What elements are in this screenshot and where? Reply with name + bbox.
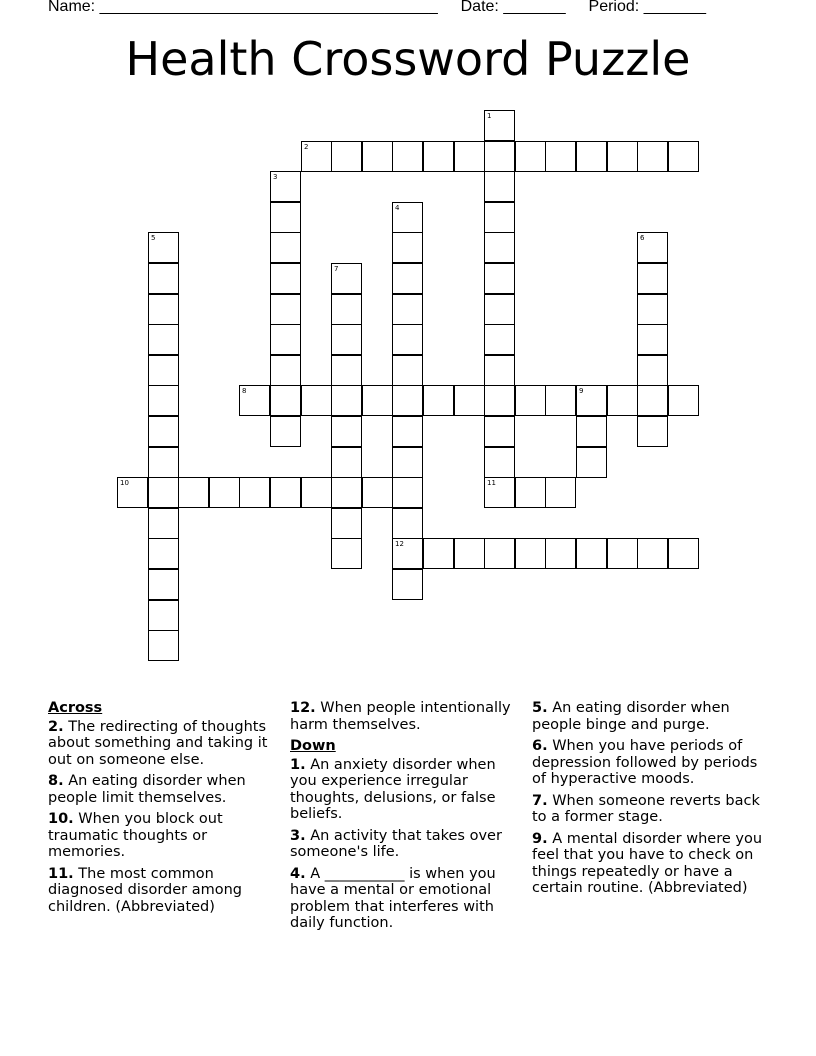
grid-cell[interactable]: [637, 263, 668, 294]
grid-cell[interactable]: [148, 324, 179, 355]
grid-cell[interactable]: [117, 477, 148, 508]
grid-cell[interactable]: [454, 141, 485, 172]
grid-cell[interactable]: [209, 477, 240, 508]
grid-cell[interactable]: [331, 447, 362, 478]
grid-cell[interactable]: [668, 385, 699, 416]
grid-cell[interactable]: [148, 232, 179, 263]
grid-cell[interactable]: [576, 538, 607, 569]
grid-cell[interactable]: [239, 385, 270, 416]
clues-column-3: [532, 700, 772, 902]
grid-cell[interactable]: [545, 141, 576, 172]
grid-cell[interactable]: [607, 141, 638, 172]
grid-cell[interactable]: [484, 477, 515, 508]
clue-down-9: 9. A mental disorder where you feel that you have to check on things repeatedly or have a certain routine. (Abbreviated): [532, 830, 763, 896]
grid-cell[interactable]: [331, 385, 362, 416]
grid-cell[interactable]: [148, 447, 179, 478]
grid-cell[interactable]: [392, 263, 423, 294]
clue-down-4: 4. A ___________ is when you have a mental or emotional problem that interferes with daily function.: [290, 865, 496, 931]
clue-across-8: 8. An eating disorder when people limit themselves.: [48, 773, 246, 806]
grid-cell[interactable]: [148, 569, 179, 600]
clue-down-1: 1. An anxiety disorder when you experience irregular thoughts, delusions, or false beliefs.: [290, 756, 496, 822]
cell-number: 10: [120, 479, 129, 487]
clue-across-11: 11. The most common diagnosed disorder among children. (Abbreviated): [48, 865, 243, 915]
grid-cell[interactable]: [423, 385, 454, 416]
grid-cell[interactable]: [301, 385, 332, 416]
grid-cell[interactable]: [362, 385, 393, 416]
grid-cell[interactable]: [576, 416, 607, 447]
clue-across-2: 2. The redirecting of thoughts about something and taking it out on someone else.: [48, 718, 268, 768]
grid-cell[interactable]: [331, 416, 362, 447]
grid-cell[interactable]: [148, 600, 179, 631]
grid-cell[interactable]: [545, 385, 576, 416]
grid-cell[interactable]: [392, 447, 423, 478]
grid-cell[interactable]: [484, 355, 515, 386]
grid-cell[interactable]: [484, 385, 515, 416]
grid-cell[interactable]: [331, 477, 362, 508]
grid-cell[interactable]: [148, 385, 179, 416]
grid-cell[interactable]: [484, 202, 515, 233]
grid-cell[interactable]: [270, 232, 301, 263]
grid-cell[interactable]: [392, 508, 423, 539]
grid-cell[interactable]: [331, 294, 362, 325]
cell-number: 12: [395, 540, 404, 548]
grid-cell[interactable]: [270, 385, 301, 416]
name-line[interactable]: ______________________________________: [99, 0, 438, 15]
clue-across-12: 12. When people intentionally harm themselves.: [290, 700, 511, 733]
clue-down-3: 3. An activity that takes over someone's life.: [290, 827, 502, 860]
across-heading: Across: [48, 700, 103, 716]
grid-cell[interactable]: [148, 630, 179, 661]
period-line[interactable]: _______: [643, 0, 706, 15]
grid-cell[interactable]: [148, 416, 179, 447]
grid-cell[interactable]: [148, 294, 179, 325]
grid-cell[interactable]: [484, 263, 515, 294]
grid-cell[interactable]: [270, 324, 301, 355]
cell-number: 7: [334, 265, 339, 273]
grid-cell[interactable]: [607, 385, 638, 416]
clue-down-5: 5. An eating disorder when people binge and purge.: [532, 700, 730, 733]
cell-number: 6: [640, 234, 645, 242]
grid-cell[interactable]: [637, 538, 668, 569]
grid-cell[interactable]: [637, 385, 668, 416]
grid-cell[interactable]: [515, 538, 546, 569]
page-title: Health Crossword Puzzle: [125, 32, 691, 86]
grid-cell[interactable]: [148, 263, 179, 294]
grid-cell[interactable]: [270, 416, 301, 447]
grid-cell[interactable]: [301, 141, 332, 172]
grid-cell[interactable]: [392, 202, 423, 233]
grid-cell[interactable]: [637, 294, 668, 325]
grid-cell[interactable]: [484, 171, 515, 202]
grid-cell[interactable]: [484, 416, 515, 447]
cell-number: 3: [273, 173, 278, 181]
grid-cell[interactable]: [148, 508, 179, 539]
grid-cell[interactable]: [454, 385, 485, 416]
grid-cell[interactable]: [239, 477, 270, 508]
grid-cell[interactable]: [270, 263, 301, 294]
grid-cell[interactable]: [392, 355, 423, 386]
grid-cell[interactable]: [331, 263, 362, 294]
cell-number: 5: [151, 234, 156, 242]
grid-cell[interactable]: [331, 141, 362, 172]
grid-cell[interactable]: [362, 141, 393, 172]
date-label: Date:: [460, 0, 499, 15]
grid-cell[interactable]: [637, 355, 668, 386]
grid-cell[interactable]: [331, 324, 362, 355]
grid-cell[interactable]: [392, 294, 423, 325]
grid-cell[interactable]: [423, 141, 454, 172]
clue-down-7: 7. When someone reverts back to a former stage.: [532, 792, 760, 825]
grid-cell[interactable]: [301, 477, 332, 508]
cell-number: 9: [579, 387, 584, 395]
grid-cell[interactable]: [392, 569, 423, 600]
clue-across-10: 10. When you block out traumatic thoughts or memories.: [48, 811, 223, 860]
grid-cell[interactable]: [331, 508, 362, 539]
grid-cell[interactable]: [484, 110, 515, 141]
grid-cell[interactable]: [607, 538, 638, 569]
cell-number: 11: [487, 479, 496, 487]
grid-cell[interactable]: [484, 538, 515, 569]
grid-cell[interactable]: [392, 538, 423, 569]
cell-number: 8: [242, 387, 247, 395]
grid-cell[interactable]: [484, 324, 515, 355]
grid-cell[interactable]: [270, 202, 301, 233]
grid-cell[interactable]: [148, 477, 179, 508]
clue-down-6: 6. When you have periods of depression followed by periods of hyperactive moods.: [532, 738, 758, 787]
date-line[interactable]: _______: [503, 0, 566, 15]
grid-cell[interactable]: [270, 171, 301, 202]
grid-cell[interactable]: [668, 538, 699, 569]
grid-cell[interactable]: [331, 355, 362, 386]
grid-cell[interactable]: [392, 416, 423, 447]
grid-cell[interactable]: [148, 355, 179, 386]
grid-cell[interactable]: [270, 294, 301, 325]
down-heading: Down: [290, 738, 336, 754]
grid-cell[interactable]: [392, 232, 423, 263]
grid-cell[interactable]: [545, 538, 576, 569]
clues-column-2: [290, 700, 526, 937]
grid-cell[interactable]: [576, 141, 607, 172]
grid-cell[interactable]: [576, 447, 607, 478]
grid-cell[interactable]: [362, 477, 393, 508]
grid-cell[interactable]: [178, 477, 209, 508]
grid-cell[interactable]: [576, 385, 607, 416]
grid-cell[interactable]: [637, 141, 668, 172]
cell-number: 4: [395, 204, 400, 212]
name-label: Name:: [48, 0, 96, 15]
cell-number: 2: [304, 143, 309, 151]
grid-cell[interactable]: [484, 447, 515, 478]
grid-cell[interactable]: [392, 385, 423, 416]
grid-cell[interactable]: [270, 477, 301, 508]
grid-cell[interactable]: [423, 538, 454, 569]
grid-cell[interactable]: [515, 385, 546, 416]
grid-cell[interactable]: [668, 141, 699, 172]
grid-cell[interactable]: [484, 294, 515, 325]
grid-cell[interactable]: [637, 324, 668, 355]
clues-column-1: [48, 700, 284, 920]
grid-cell[interactable]: [392, 324, 423, 355]
period-label: Period:: [588, 0, 640, 15]
grid-cell[interactable]: [637, 232, 668, 263]
grid-cell[interactable]: [392, 141, 423, 172]
grid-cell[interactable]: [392, 477, 423, 508]
grid-cell[interactable]: [270, 355, 301, 386]
grid-cell[interactable]: [545, 477, 576, 508]
grid-cell[interactable]: [331, 538, 362, 569]
cell-number: 1: [487, 112, 492, 120]
grid-cell[interactable]: [484, 232, 515, 263]
grid-cell[interactable]: [515, 477, 546, 508]
grid-cell[interactable]: [637, 416, 668, 447]
grid-cell[interactable]: [454, 538, 485, 569]
grid-cell[interactable]: [484, 141, 515, 172]
grid-cell[interactable]: [148, 538, 179, 569]
grid-cell[interactable]: [515, 141, 546, 172]
